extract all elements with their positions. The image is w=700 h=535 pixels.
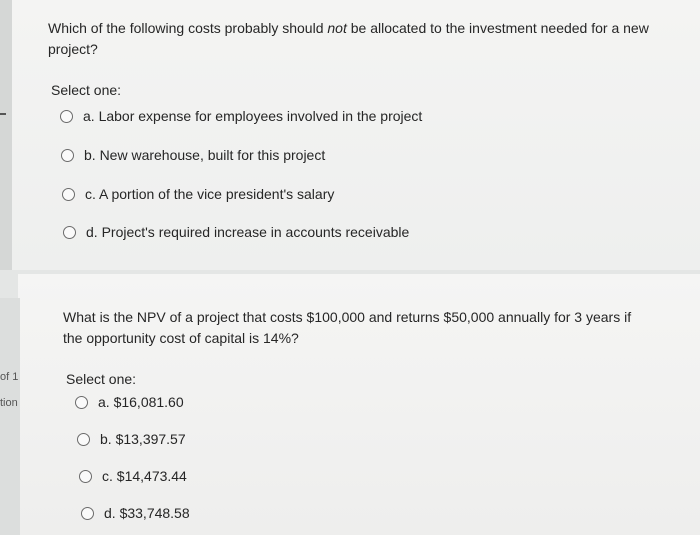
nav-marker xyxy=(0,113,6,115)
radio-button-icon[interactable] xyxy=(79,470,92,483)
option-label: d. Project's required increase in accounts receivable xyxy=(86,224,410,240)
option-label: d. $33,748.58 xyxy=(104,505,190,521)
option-label: c. A portion of the vice president's salary xyxy=(85,186,335,202)
option-label: b. New warehouse, built for this project xyxy=(84,147,326,163)
page-indicator: of 1 xyxy=(0,371,19,383)
question-1-emphasis: not xyxy=(327,20,347,36)
question-1-option-d[interactable] xyxy=(63,224,409,240)
radio-button-icon[interactable] xyxy=(81,507,94,520)
radio-button-icon[interactable] xyxy=(61,149,74,162)
option-label: c. $14,473.44 xyxy=(102,468,187,484)
radio-button-icon[interactable] xyxy=(62,188,75,201)
radio-button-icon[interactable] xyxy=(60,110,73,123)
question-1-option-a[interactable] xyxy=(60,108,422,124)
question-2-option-b[interactable] xyxy=(77,431,186,447)
question-1-text xyxy=(48,18,668,60)
question-2-option-c[interactable] xyxy=(79,468,187,484)
radio-button-icon[interactable] xyxy=(63,226,76,239)
option-label: a. $16,081.60 xyxy=(98,394,184,410)
question-2-option-a[interactable] xyxy=(75,394,184,410)
question-1-select-label: Select one: xyxy=(51,82,122,98)
question-1-text-part: Which of the following costs probably should xyxy=(48,20,328,36)
question-2-text: What is the NPV of a project that costs $100,000 and returns $50,000 annually for 3 years if the opportunity cost of capital is 14%? xyxy=(63,309,632,346)
option-label: b. $13,397.57 xyxy=(100,431,186,447)
left-nav-strip xyxy=(0,0,12,270)
question-1-option-c[interactable] xyxy=(62,186,334,202)
question-2-option-d[interactable] xyxy=(81,505,190,521)
question-1-option-b[interactable] xyxy=(61,147,325,163)
radio-button-icon[interactable] xyxy=(77,433,90,446)
nav-label[interactable]: tion xyxy=(0,397,18,409)
left-nav-panel xyxy=(0,298,20,535)
radio-button-icon[interactable] xyxy=(75,396,88,409)
question-1-text-part: be allocated to the investment needed for a new project? xyxy=(48,20,649,57)
option-label: a. Labor expense for employees involved in the project xyxy=(83,108,423,124)
question-2-select-label: Select one: xyxy=(66,371,137,387)
